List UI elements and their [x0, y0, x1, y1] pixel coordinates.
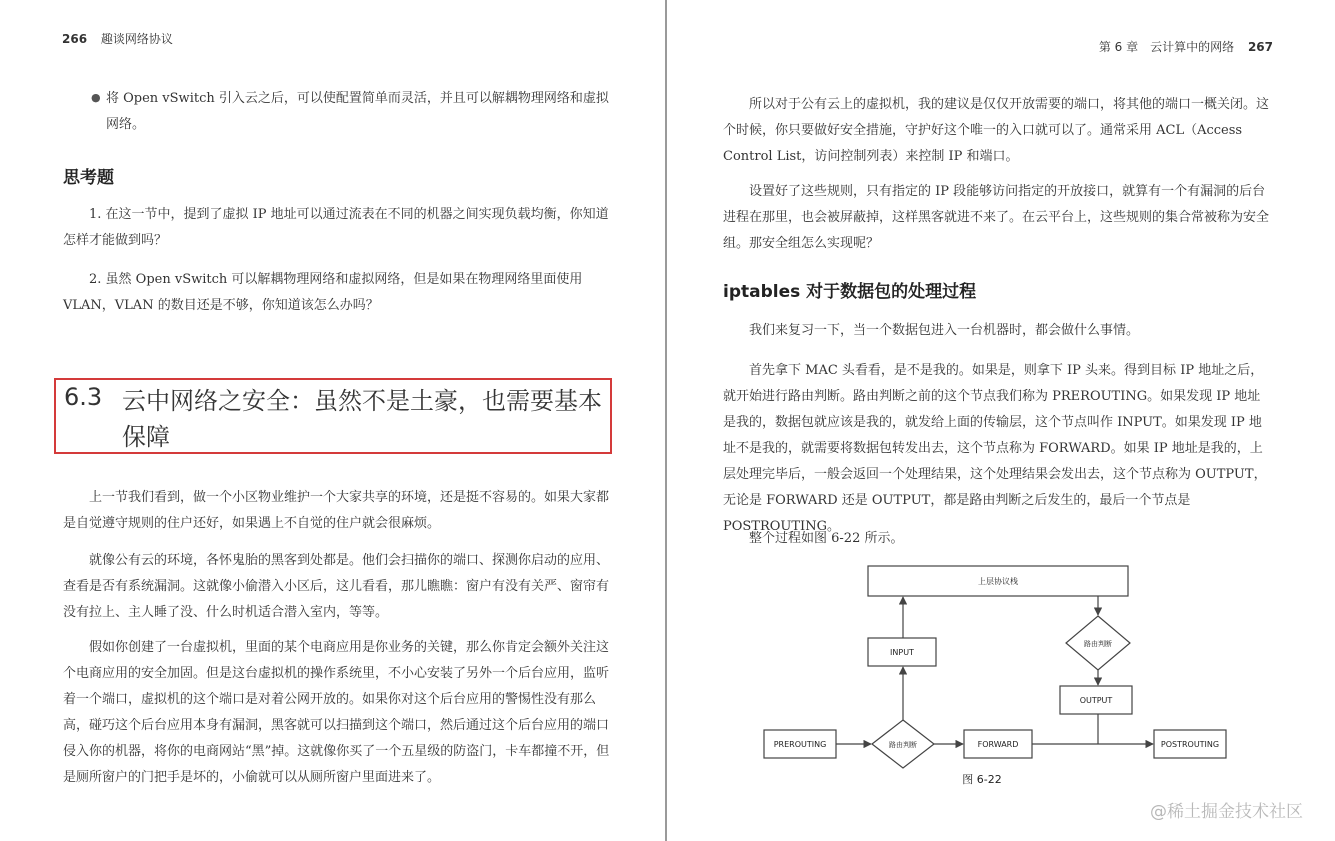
exercise-heading: 思考题 — [63, 168, 114, 188]
book-title: 趣谈网络协议 — [100, 32, 173, 46]
paragraph: 假如你创建了一台虚拟机，里面的某个电商应用是你业务的关键，那么你肯定会额外关注这个电商应用的安全加固。但是这台虚拟机的操作系统里，不小心安装了另外一个后台应用，监听着一个端口，虚拟机的这个端口是对着公网开放的。如果你对这个后台应用的警惕性没有那么高，碰巧这个后台应用本身有漏洞，黑客就可以扫描到这个端口，然后通过这个后台应用的端口侵入你的机器，将你的电商网站“黑”掉。这就像你买了一个五星级的防盗门，卡车都撞不开，但是厕所窗户的门把手是坏的，小偷就可以从厕所窗户里面进来了。 — [63, 640, 610, 785]
page-number: 267 — [1247, 40, 1273, 54]
top-stack-label: 上层协议栈 — [978, 577, 1018, 586]
paragraph: 设置好了这些规则，只有指定的 IP 段能够访问指定的开放接口，就算有一个有漏洞的后台进程在那里，也会被屏蔽掉，这样黑客就进不来了。在云平台上，这些规则的集合常被称为安全组。那安全组怎么实现呢？ — [723, 184, 1270, 251]
decision-bottom-label: 路由判断 — [889, 741, 917, 749]
right-header — [1099, 38, 1273, 55]
subsection-heading: iptables 对于数据包的处理过程 — [723, 282, 977, 302]
page-gutter — [665, 0, 667, 841]
paragraph: 首先拿下 MAC 头看看，是不是我的。如果是，则拿下 IP 头来。得到目标 IP 地址之后，就开始进行路由判断。路由判断之前的这个节点我们称为 PREROUTING。如果发现 IP 地址是我的，数据包就应该是我的，就发给上面的传输层，这个节点叫作 INPUT。如果发现 IP 地址不是我的，就需要将数据包转发出去，这个节点称为 FORWARD。如果 IP 地址是我的，上层处理完毕后，一般会返回一个处理结果，这个处理结果会发出去，这个节点称为 OUTPUT，无论是 FORWARD 还是 OUTPUT，都是路由判断之后发生的，最后一个节点是 POSTROUTING。 — [723, 363, 1267, 534]
forward-label: FORWARD — [977, 740, 1019, 749]
postrouting-label: POSTROUTING — [1160, 740, 1220, 749]
question-2: 2. 虽然 Open vSwitch 可以解耦物理网络和虚拟网络，但是如果在物理网络里面使用 VLAN，VLAN 的数目还是不够，你知道该怎么办吗？ — [63, 272, 583, 313]
prerouting-label: PREROUTING — [773, 740, 827, 749]
output-label: OUTPUT — [1079, 696, 1113, 705]
iptables-flow-diagram — [758, 562, 1238, 792]
bullet-text: 将 Open vSwitch 引入云之后，可以使配置简单而灵活，并且可以解耦物理网络和虚拟网络。 — [106, 91, 609, 132]
left-page — [0, 0, 665, 841]
paragraph: 我们来复习一下，当一个数据包进入一台机器时，都会做什么事情。 — [749, 323, 1140, 338]
section-heading-box — [54, 378, 612, 454]
page-number: 266 — [62, 32, 88, 46]
decision-top-label: 路由判断 — [1084, 640, 1112, 648]
watermark: @稀土掘金技术社区 — [1150, 802, 1303, 822]
section-title: 云中网络之安全：虽然不是土豪，也需要基本保障 — [122, 387, 602, 451]
input-label: INPUT — [890, 648, 914, 657]
chapter-title: 第 6 章 云计算中的网络 — [1098, 40, 1235, 54]
paragraph: 上一节我们看到，做一个小区物业维护一个大家共享的环境，还是挺不容易的。如果大家都是自觉遵守规则的住户还好，如果遇上不自觉的住户就会很麻烦。 — [63, 490, 610, 531]
bullet-icon: ● — [91, 91, 101, 104]
paragraph: 所以对于公有云上的虚拟机，我的建议是仅仅开放需要的端口，将其他的端口一概关闭。这个时候，你只要做好安全措施，守护好这个唯一的入口就可以了。通常采用 ACL（Access Control List，访问控制列表）来控制 IP 和端口。 — [723, 97, 1270, 164]
section-number: 6.3 — [64, 383, 103, 411]
left-header — [62, 30, 173, 47]
question-1: 1. 在这一节中，提到了虚拟 IP 地址可以通过流表在不同的机器之间实现负载均衡，你知道怎样才能做到吗？ — [63, 207, 609, 248]
paragraph: 就像公有云的环境，各怀鬼胎的黑客到处都是。他们会扫描你的端口、探测你启动的应用、查看是否有系统漏洞。这就像小偷潜入小区后，这儿看看，那儿瞧瞧：窗户有没有关严、窗帘有没有拉上、主人睡了没、什么时机适合潜入室内，等等。 — [63, 553, 610, 620]
paragraph: 整个过程如图 6-22 所示。 — [749, 531, 904, 546]
figure-caption: 图 6-22 — [962, 773, 1002, 786]
right-page — [668, 0, 1335, 841]
